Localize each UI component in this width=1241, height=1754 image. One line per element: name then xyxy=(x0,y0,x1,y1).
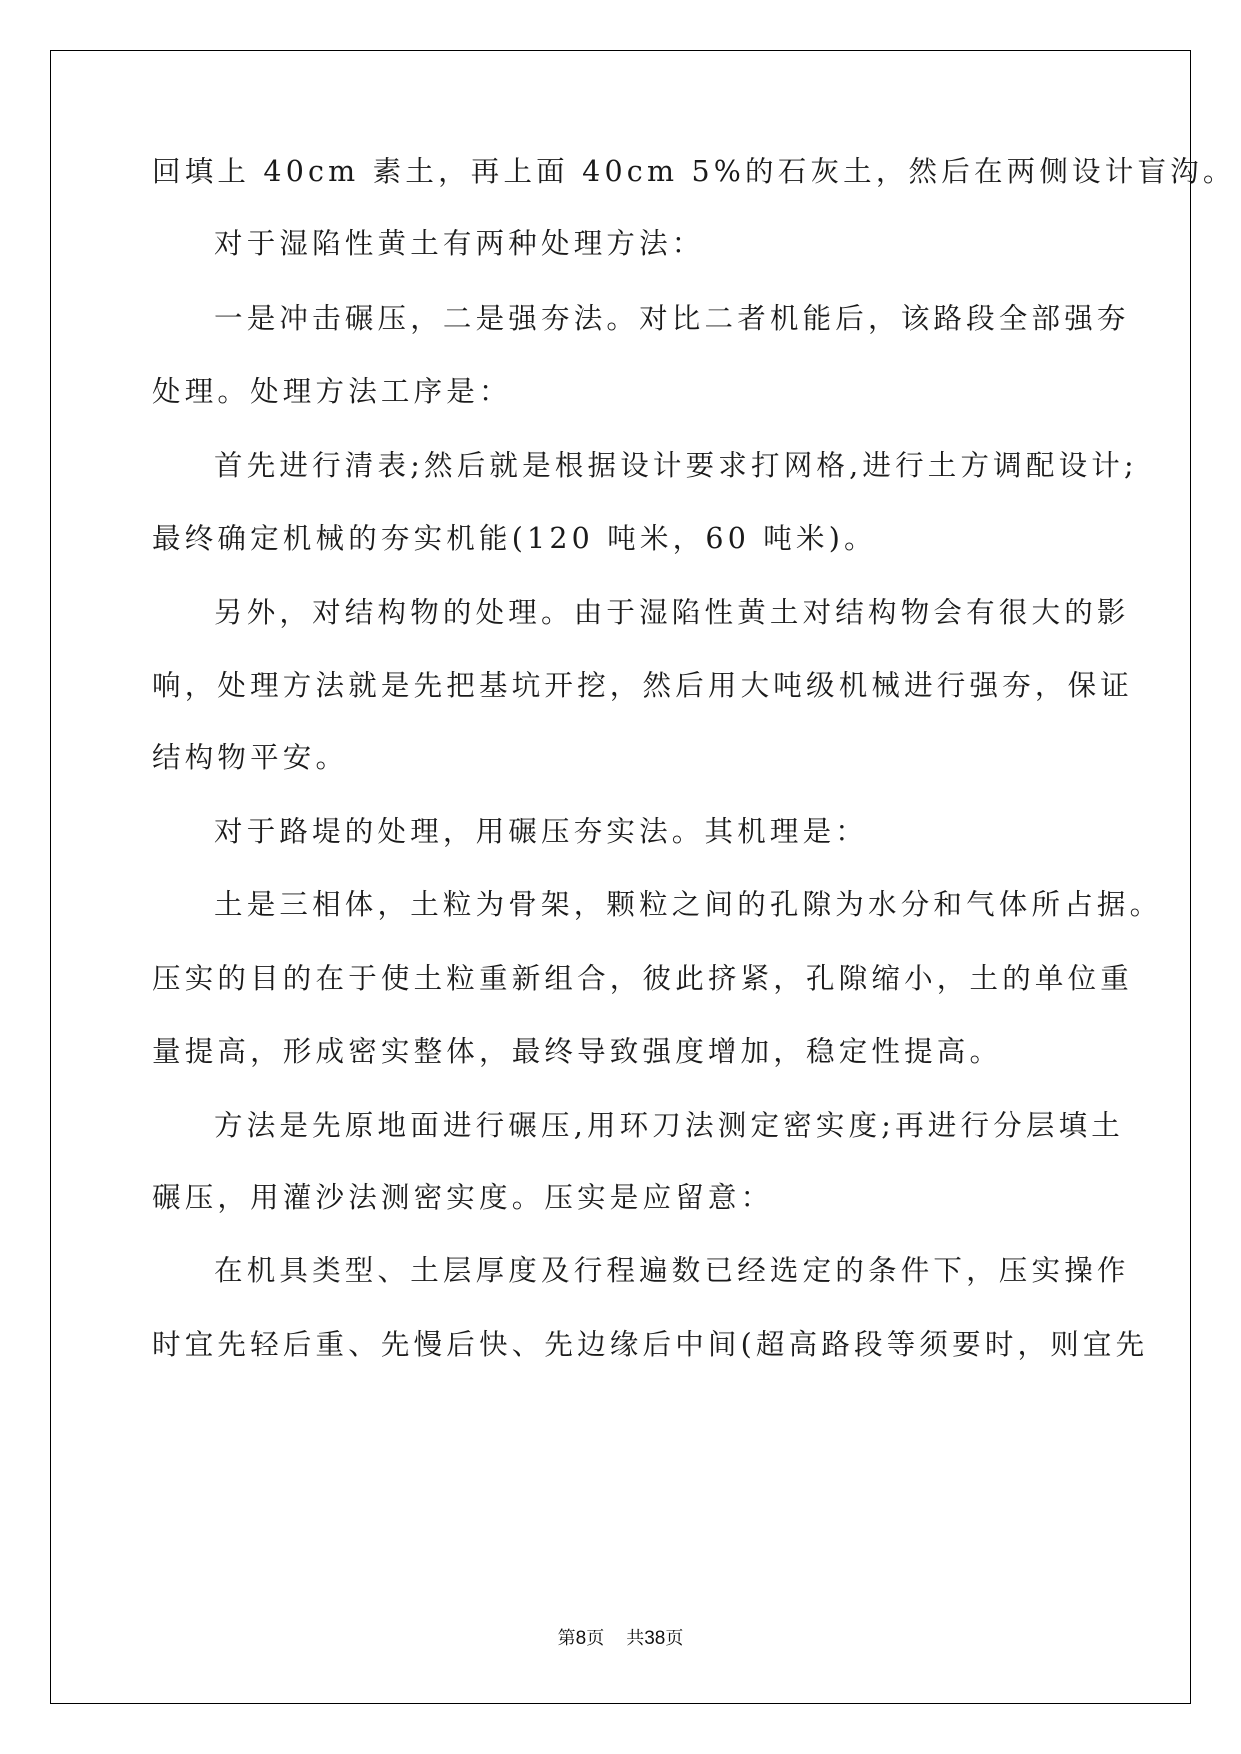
page-prefix: 第 xyxy=(557,1628,576,1649)
text-line: 量提高，形成密实整体，最终导致强度增加，稳定性提高。 xyxy=(152,1035,1003,1068)
page-number: 8 xyxy=(575,1628,587,1649)
text-line: 碾压，用灌沙法测密实度。压实是应留意： xyxy=(152,1181,774,1214)
text-line: 处理。处理方法工序是： xyxy=(152,375,512,408)
text-line: 结构物平安。 xyxy=(152,741,349,774)
total-suffix: 页 xyxy=(665,1628,684,1649)
text-line: 土是三相体，土粒为骨架，颗粒之间的孔隙为水分和气体所占据。 xyxy=(214,888,1163,921)
total-prefix: 共 xyxy=(626,1628,645,1649)
page-suffix: 页 xyxy=(586,1628,605,1649)
text-line: 响，处理方法就是先把基坑开挖，然后用大吨级机械进行强夯，保证 xyxy=(152,669,1134,702)
text-line: 回填上 40cm 素土，再上面 40cm 5%的石灰土，然后在两侧设计盲沟。 xyxy=(152,155,1236,188)
text-line: 压实的目的在于使土粒重新组合，彼此挤紧，孔隙缩小，土的单位重 xyxy=(152,962,1134,995)
text-line: 首先进行清表;然后就是根据设计要求打网格,进行土方调配设计; xyxy=(214,449,1138,482)
text-line: 最终确定机械的夯实机能(120 吨米，60 吨米)。 xyxy=(152,522,877,555)
text-line: 对于湿陷性黄土有两种处理方法： xyxy=(214,227,705,260)
text-line: 时宜先轻后重、先慢后快、先边缘后中间(超高路段等须要时，则宜先 xyxy=(152,1328,1149,1361)
text-line: 另外，对结构物的处理。由于湿陷性黄土对结构物会有很大的影 xyxy=(214,596,1130,629)
page-footer xyxy=(0,1627,1241,1651)
text-line: 一是冲击碾压，二是强夯法。对比二者机能后，该路段全部强夯 xyxy=(214,302,1130,335)
text-line: 对于路堤的处理，用碾压夯实法。其机理是： xyxy=(214,815,869,848)
text-line: 在机具类型、土层厚度及行程遍数已经选定的条件下，压实操作 xyxy=(214,1254,1130,1287)
total-pages: 38 xyxy=(644,1628,666,1649)
text-line: 方法是先原地面进行碾压,用环刀法测定密实度;再进行分层填土 xyxy=(214,1109,1124,1142)
